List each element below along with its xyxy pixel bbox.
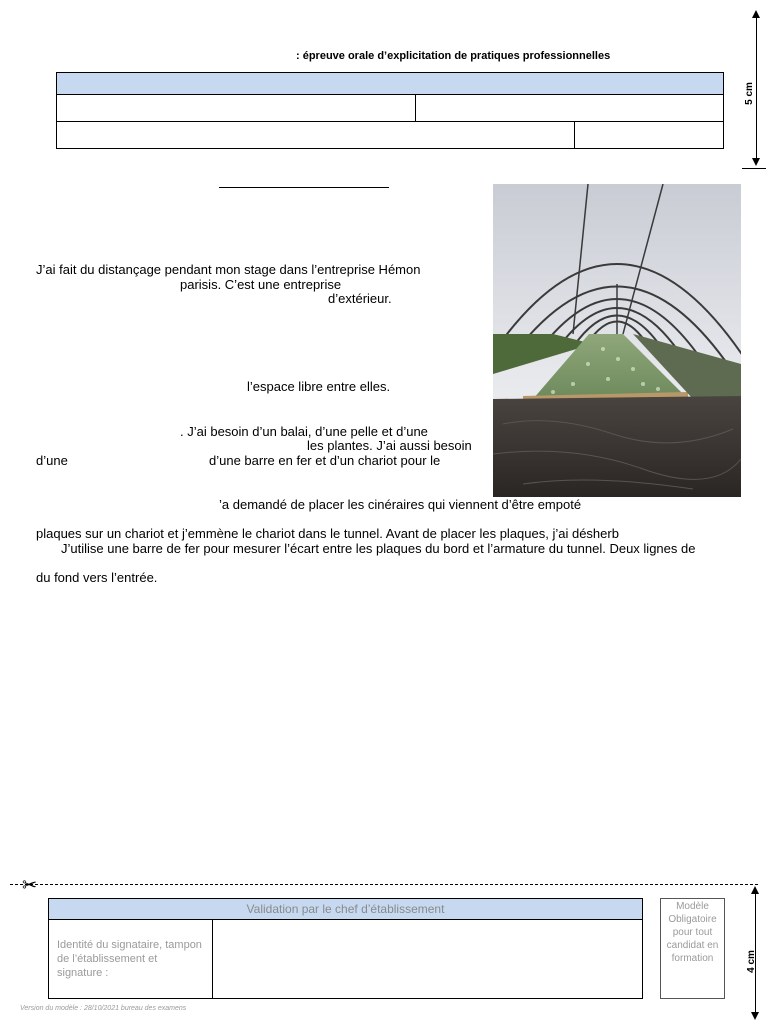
validation-header <box>48 898 643 920</box>
body-line-5: . J’ai besoin d’un balai, d’une pelle et d’une <box>180 424 428 439</box>
body-line-4: l’espace libre entre elles. <box>247 379 391 394</box>
cut-line <box>10 884 758 885</box>
header-table-band <box>56 72 724 95</box>
form-title: : épreuve orale d’explicitation de pratiques professionnelles <box>296 50 611 62</box>
title-underline <box>219 187 389 188</box>
body-line-7a: d’une <box>36 453 68 468</box>
version-note: Version du modèle : 28/10/2021 bureau des examens <box>20 1005 187 1012</box>
header-cell-wide <box>56 121 575 149</box>
body-line-9: plaques sur un chariot et j’emmène le chariot dans le tunnel. Avant de placer les plaques, j’ai désherb <box>36 526 619 541</box>
body-line-2: parisis. C’est une entreprise <box>180 277 342 292</box>
identity-cell <box>48 919 213 999</box>
identity-label: Identité du signataire, tampon de l’établissement et signature : <box>57 939 202 979</box>
body-line-11: du fond vers l’entrée. <box>36 570 158 585</box>
dimension-label-bottom: 4 cm <box>745 950 757 973</box>
body-line-3: d’extérieur. <box>328 291 392 306</box>
header-cell-small <box>574 121 724 149</box>
body-line-7b: d’une barre en fer et d’un chariot pour le <box>209 453 441 468</box>
body-line-1: J’ai fait du distançage pendant mon stage dans l’entreprise Hémon <box>36 262 421 277</box>
body-line-6: les plantes. J’ai aussi besoin <box>307 438 472 453</box>
header-cell-left <box>56 94 416 122</box>
model-note: Modèle Obligatoire pour tout candidat en formation <box>666 901 719 964</box>
body-line-8: ’a demandé de placer les cinéraires qui viennent d’être empoté <box>219 497 582 512</box>
scissors-icon: ✂ <box>22 875 38 895</box>
header-cell-right <box>415 94 724 122</box>
validation-title: Validation par le chef d’établissement <box>246 902 445 916</box>
greenhouse-tunnel-photo <box>493 184 741 497</box>
model-note-box <box>660 898 725 999</box>
dimension-label-top: 5 cm <box>743 82 755 105</box>
signature-cell <box>212 919 643 999</box>
body-line-10: J’utilise une barre de fer pour mesurer l’écart entre les plaques du bord et l’armature du tunnel. Deux lignes de <box>61 541 696 556</box>
